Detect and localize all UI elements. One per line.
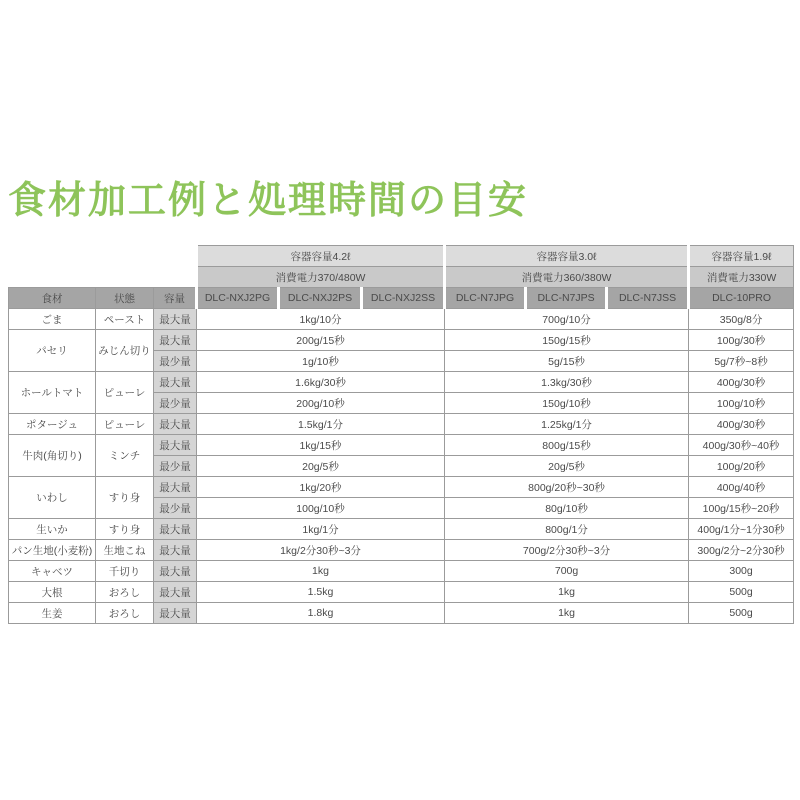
capacity-header-1-9l: 容器容量1.9ℓ xyxy=(689,246,794,267)
value-cell-4-2l: 1g/10秒 xyxy=(197,351,445,372)
column-header-state: 状態 xyxy=(96,288,154,309)
model-header: DLC-10PRO xyxy=(689,288,794,309)
state-cell: 生地こね xyxy=(96,540,154,561)
model-header: DLC-N7JSS xyxy=(607,288,689,309)
value-cell-3-0l: 1kg xyxy=(445,603,689,624)
value-cell-1-9l: 300g/2分~2分30秒 xyxy=(689,540,794,561)
food-cell: 牛肉(角切り) xyxy=(9,435,96,477)
state-cell: ピューレ xyxy=(96,372,154,414)
model-header: DLC-NXJ2SS xyxy=(362,288,445,309)
value-cell-3-0l: 800g/20秒~30秒 xyxy=(445,477,689,498)
amount-cell: 最大量 xyxy=(154,309,197,330)
food-cell: ごま xyxy=(9,309,96,330)
value-cell-4-2l: 100g/10秒 xyxy=(197,498,445,519)
value-cell-3-0l: 700g/2分30秒~3分 xyxy=(445,540,689,561)
value-cell-3-0l: 1kg xyxy=(445,582,689,603)
amount-cell: 最大量 xyxy=(154,519,197,540)
value-cell-4-2l: 1kg/10分 xyxy=(197,309,445,330)
food-cell: 生いか xyxy=(9,519,96,540)
state-cell: ペースト xyxy=(96,309,154,330)
table-row xyxy=(9,414,794,435)
corner-blank xyxy=(9,246,197,267)
state-cell: みじん切り xyxy=(96,330,154,372)
value-cell-4-2l: 1kg/1分 xyxy=(197,519,445,540)
amount-cell: 最少量 xyxy=(154,393,197,414)
capacity-header-4-2l: 容器容量4.2ℓ xyxy=(197,246,445,267)
model-header: DLC-NXJ2PG xyxy=(197,288,279,309)
amount-cell: 最大量 xyxy=(154,561,197,582)
table-row xyxy=(9,309,794,330)
power-header-1-9l: 消費電力330W xyxy=(689,267,794,288)
table-row xyxy=(9,561,794,582)
model-header: DLC-N7JPS xyxy=(526,288,607,309)
value-cell-1-9l: 500g xyxy=(689,603,794,624)
table-row xyxy=(9,435,794,456)
value-cell-3-0l: 800g/1分 xyxy=(445,519,689,540)
value-cell-3-0l: 1.25kg/1分 xyxy=(445,414,689,435)
value-cell-3-0l: 150g/15秒 xyxy=(445,330,689,351)
capacity-header-3-0l: 容器容量3.0ℓ xyxy=(445,246,689,267)
state-cell: ピューレ xyxy=(96,414,154,435)
value-cell-3-0l: 150g/10秒 xyxy=(445,393,689,414)
value-cell-1-9l: 400g/30秒 xyxy=(689,372,794,393)
table-row xyxy=(9,477,794,498)
value-cell-1-9l: 500g xyxy=(689,582,794,603)
table-row xyxy=(9,540,794,561)
column-header-food: 食材 xyxy=(9,288,96,309)
amount-cell: 最大量 xyxy=(154,603,197,624)
state-cell: すり身 xyxy=(96,519,154,540)
page-title: 食材加工例と処理時間の目安 xyxy=(8,180,529,223)
amount-cell: 最大量 xyxy=(154,330,197,351)
state-cell: すり身 xyxy=(96,477,154,519)
value-cell-4-2l: 1kg/2分30秒~3分 xyxy=(197,540,445,561)
spec-table xyxy=(8,245,794,624)
value-cell-1-9l: 400g/30秒 xyxy=(689,414,794,435)
value-cell-4-2l: 1.5kg xyxy=(197,582,445,603)
amount-cell: 最大量 xyxy=(154,540,197,561)
value-cell-4-2l: 1kg/15秒 xyxy=(197,435,445,456)
value-cell-1-9l: 350g/8分 xyxy=(689,309,794,330)
model-header: DLC-N7JPG xyxy=(445,288,526,309)
value-cell-4-2l: 1.6kg/30秒 xyxy=(197,372,445,393)
power-header-3-0l: 消費電力360/380W xyxy=(445,267,689,288)
value-cell-4-2l: 1kg/20秒 xyxy=(197,477,445,498)
value-cell-3-0l: 5g/15秒 xyxy=(445,351,689,372)
value-cell-1-9l: 100g/30秒 xyxy=(689,330,794,351)
value-cell-3-0l: 1.3kg/30秒 xyxy=(445,372,689,393)
spec-table-container xyxy=(8,245,794,624)
value-cell-1-9l: 5g/7秒~8秒 xyxy=(689,351,794,372)
column-header-amount: 容量 xyxy=(154,288,197,309)
state-cell: おろし xyxy=(96,582,154,603)
table-row xyxy=(9,582,794,603)
state-cell: ミンチ xyxy=(96,435,154,477)
value-cell-3-0l: 80g/10秒 xyxy=(445,498,689,519)
value-cell-4-2l: 1.5kg/1分 xyxy=(197,414,445,435)
power-header-4-2l: 消費電力370/480W xyxy=(197,267,445,288)
food-cell: パン生地(小麦粉) xyxy=(9,540,96,561)
value-cell-1-9l: 100g/10秒 xyxy=(689,393,794,414)
value-cell-4-2l: 200g/15秒 xyxy=(197,330,445,351)
amount-cell: 最大量 xyxy=(154,372,197,393)
state-cell: 千切り xyxy=(96,561,154,582)
value-cell-3-0l: 700g/10分 xyxy=(445,309,689,330)
value-cell-3-0l: 20g/5秒 xyxy=(445,456,689,477)
value-cell-1-9l: 400g/30秒~40秒 xyxy=(689,435,794,456)
amount-cell: 最少量 xyxy=(154,498,197,519)
amount-cell: 最大量 xyxy=(154,582,197,603)
food-cell: ホールトマト xyxy=(9,372,96,414)
corner-blank xyxy=(9,267,197,288)
model-header: DLC-NXJ2PS xyxy=(279,288,362,309)
table-row xyxy=(9,372,794,393)
value-cell-4-2l: 20g/5秒 xyxy=(197,456,445,477)
power-header-row xyxy=(9,267,794,288)
value-cell-1-9l: 100g/15秒~20秒 xyxy=(689,498,794,519)
value-cell-1-9l: 400g/1分~1分30秒 xyxy=(689,519,794,540)
food-cell: 生姜 xyxy=(9,603,96,624)
table-row xyxy=(9,330,794,351)
value-cell-1-9l: 100g/20秒 xyxy=(689,456,794,477)
amount-cell: 最少量 xyxy=(154,351,197,372)
model-header-row xyxy=(9,288,794,309)
table-row xyxy=(9,603,794,624)
food-cell: キャベツ xyxy=(9,561,96,582)
value-cell-1-9l: 300g xyxy=(689,561,794,582)
food-cell: ポタージュ xyxy=(9,414,96,435)
amount-cell: 最大量 xyxy=(154,477,197,498)
value-cell-4-2l: 1.8kg xyxy=(197,603,445,624)
capacity-header-row xyxy=(9,246,794,267)
amount-cell: 最大量 xyxy=(154,414,197,435)
value-cell-4-2l: 1kg xyxy=(197,561,445,582)
value-cell-4-2l: 200g/10秒 xyxy=(197,393,445,414)
amount-cell: 最大量 xyxy=(154,435,197,456)
state-cell: おろし xyxy=(96,603,154,624)
value-cell-3-0l: 800g/15秒 xyxy=(445,435,689,456)
table-row xyxy=(9,519,794,540)
food-cell: パセリ xyxy=(9,330,96,372)
food-cell: いわし xyxy=(9,477,96,519)
amount-cell: 最少量 xyxy=(154,456,197,477)
value-cell-3-0l: 700g xyxy=(445,561,689,582)
value-cell-1-9l: 400g/40秒 xyxy=(689,477,794,498)
food-cell: 大根 xyxy=(9,582,96,603)
